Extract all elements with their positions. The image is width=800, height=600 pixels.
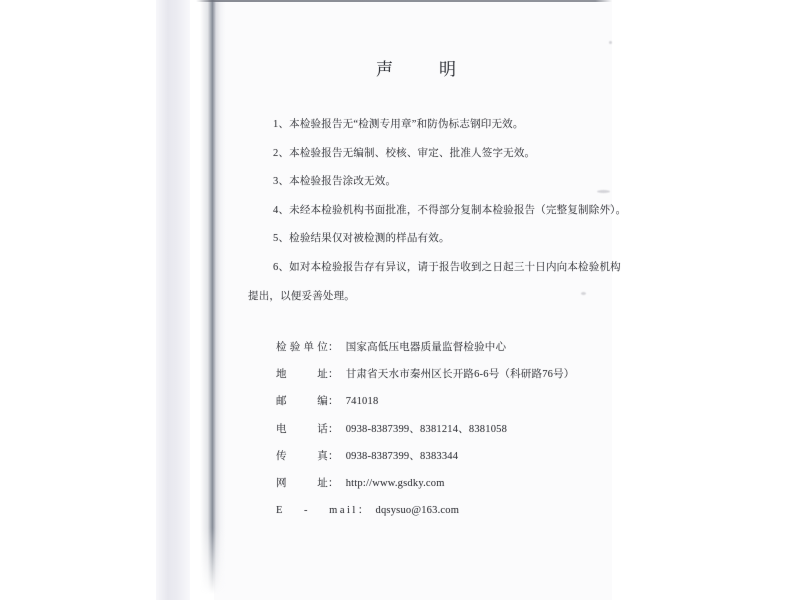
contact-row [276,334,575,361]
contact-row [276,388,575,415]
contact-row [276,361,575,388]
contact-colon: ： [328,396,339,408]
contact-row [276,470,575,497]
contact-value: 0938-8387399、8381214、8381058 [345,423,508,435]
contact-colon: ： [328,423,339,435]
contact-colon: ： [328,478,339,490]
adjacent-page-edge [156,0,190,600]
statement-item: 4、未经本检验机构书面批准，不得部分复制本检验报告（完整复制除外）。 [273,204,627,216]
contact-value: 甘肃省天水市秦州区长开路6-6号（科研路76号） [345,369,575,381]
statement-item: 5、检验结果仅对被检测的样品有效。 [273,233,450,245]
contact-row [276,443,575,470]
contact-label: 传真 [276,450,328,462]
contact-label: 地址 [276,369,328,381]
contact-label: 网址 [276,478,328,490]
contact-list [276,334,575,524]
contact-value: 0938-8387399、8383344 [345,450,459,462]
scan-speck [609,41,612,44]
contact-value: 国家高低压电器质量监督检验中心 [345,342,507,353]
contact-colon: ： [328,369,339,381]
statement-item: 1、本检验报告无“检测专用章”和防伪标志钢印无效。 [273,119,524,130]
contact-label: 检验单位 [276,342,328,353]
scan-edge-line [196,0,612,2]
contact-label: E - mail [276,505,358,517]
statement-item: 2、本检验报告无编制、校核、审定、批准人签字无效。 [273,147,536,159]
statement-item: 6、如对本检验报告存有异议，请于报告收到之日起三十日内向本检验机构提出，以便妥善处理。 [248,261,621,302]
contact-colon: ： [328,342,339,353]
statement-item: 3、本检验报告涂改无效。 [273,176,397,188]
contact-value: dqsysuo@163.com [375,505,460,517]
contact-colon: ： [357,505,369,517]
contact-value: http://www.gsdky.com [345,478,445,490]
page-fold-shadow [200,0,226,600]
page-title: 声明 [376,60,502,79]
statement-list [248,111,628,311]
contact-row [276,497,575,524]
contact-label: 电话 [276,423,328,435]
contact-row [276,416,575,443]
contact-colon: ： [328,450,339,462]
contact-value: 741018 [345,396,379,408]
contact-label: 邮编 [276,396,328,408]
